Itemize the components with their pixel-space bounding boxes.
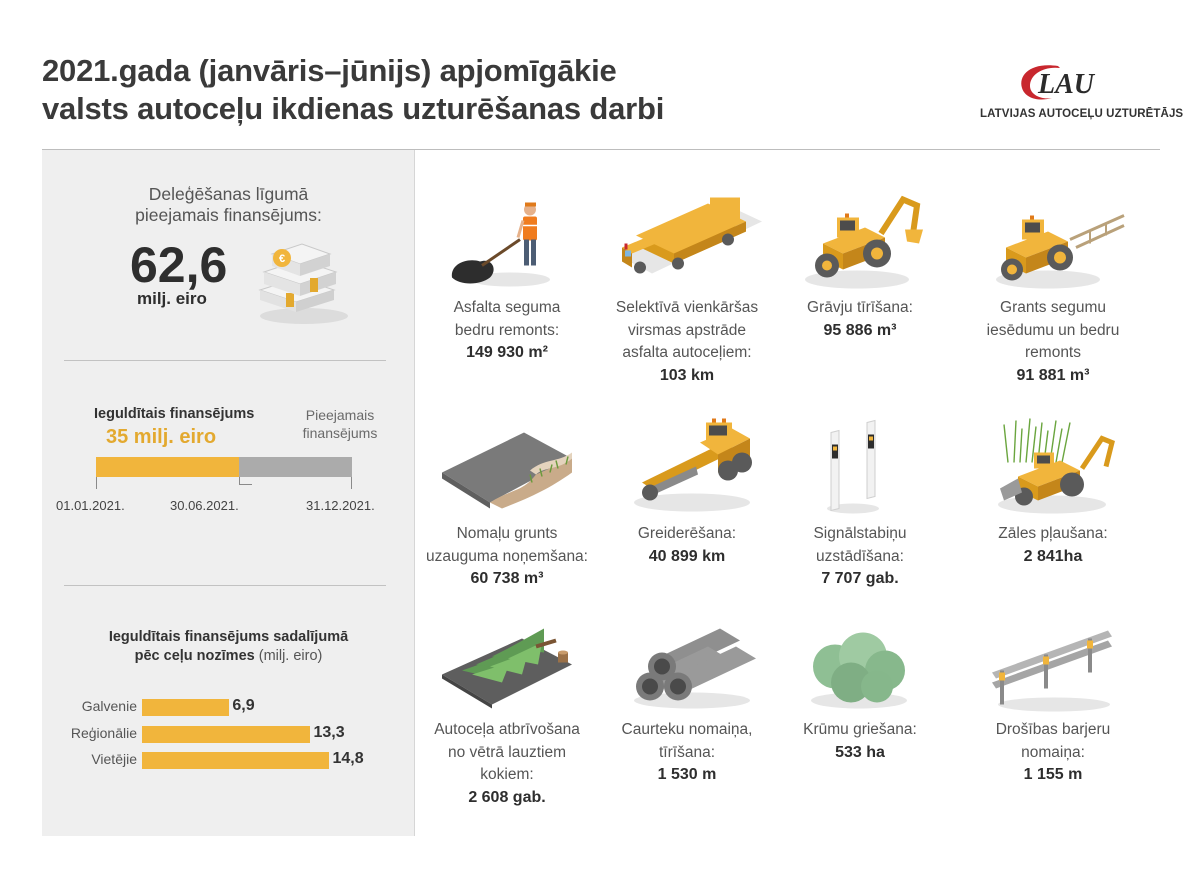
funding-timeline-bar [96,457,352,477]
work-item-value: 1 530 m [657,766,717,783]
work-item-value: 149 930 m² [466,344,548,361]
bush-icon [785,610,935,720]
lau-logo [980,60,1184,130]
work-item [765,297,955,342]
signal-post-icon [785,410,935,520]
panel-divider-2 [64,585,386,586]
work-item [412,523,602,591]
work-item-label: tīrīšana: [659,743,715,761]
title-line-2: valsts autoceļu ikdienas uzturēšanas darbi [42,91,665,126]
bar-reģionālie [142,726,310,743]
work-item-label: Grāvju tīrīšana: [807,299,913,316]
work-item [765,719,955,764]
fallen-tree-icon [432,610,582,720]
work-item-label: Autoceļa atbrīvošana [434,721,580,738]
split-title-unit: (milj. eiro) [258,648,323,664]
work-item-value: 95 886 m³ [823,321,897,339]
funding-unit: milj. eiro [137,289,207,308]
work-item [412,297,602,365]
work-item-label: Signālstabiņu [813,525,907,542]
work-item-label: Krūmu griešana: [803,721,917,738]
work-item [412,719,602,809]
work-item-value: 40 899 km [648,547,726,565]
work-item [958,719,1148,787]
work-item-label: Greiderēšana: [637,525,737,542]
invested-label: Ieguldītais finansējums [94,406,255,422]
grader-icon [612,410,762,520]
work-item-value: 533 ha [835,743,885,761]
work-item-value: 7 707 gab. [821,570,899,587]
panel-divider-1 [64,360,386,361]
date-end: 31.12.2021. [306,498,375,513]
work-item [592,297,782,387]
work-item [958,297,1148,387]
date-mid: 30.06.2021. [170,498,239,513]
work-item-label: uzauguma noņemšana: [425,547,588,565]
invested-fill [96,457,239,477]
work-item [958,523,1148,568]
work-item-label: uzstādīšana: [816,547,904,565]
split-chart-title [42,628,415,666]
work-item-label: Selektīvā vienkāršas [615,299,759,316]
work-item-label: Caurteku nomaiņa, [621,721,753,738]
excavator-tractor-icon [785,185,935,295]
road-shoulder-icon [432,410,582,520]
work-item-label: iesēdumu un bedru [986,321,1120,339]
tractor-harrow-icon [978,185,1128,295]
invested-value: 35 milj. eiro [106,426,217,448]
work-item-label: Asfalta seguma [453,299,561,316]
bar-vietējie [142,752,329,769]
bar-value-label: 13,3 [313,724,345,741]
work-item-label: asfalta autoceļiem: [622,344,752,361]
lau-logo-mark [980,60,1165,108]
work-item [765,523,955,591]
logo-mark-text: LAU [1038,69,1094,100]
tick-mid-connector [239,484,252,485]
page-title [42,52,664,128]
work-item-label: remonts [1025,344,1081,361]
tick-start [96,477,97,489]
work-item [592,719,782,787]
work-item-label: Drošības barjeru [995,721,1111,738]
funding-panel [42,150,415,836]
money-stack-icon [242,238,352,328]
asphalt-worker-icon [432,185,582,295]
work-item-label: kokiem: [480,766,534,783]
logo-name: LATVIJAS AUTOCEĻU UZTURĒTĀJS [980,108,1184,120]
work-item-label: nomaiņa: [1021,743,1085,761]
tick-end [351,477,352,489]
bar-category-label: Galvenie [81,698,137,714]
date-start: 01.01.2021. [56,498,125,513]
work-item-label: Zāles pļaušana: [998,525,1108,542]
bar-value-label: 14,8 [332,750,364,767]
work-item-value: 91 881 m³ [1016,366,1090,384]
work-item [592,523,782,568]
work-item-label: bedru remonts: [454,321,560,339]
work-item-label: no vētrā lauztiem [447,743,567,761]
title-line-1: 2021.gada (janvāris–jūnijs) apjomīgākie [42,53,617,88]
bar-category-label: Reģionālie [70,725,137,741]
work-item-value: 2 841ha [1023,547,1083,565]
guard-rail-icon [978,610,1128,720]
funding-label [42,184,415,226]
work-item-value: 2 608 gab. [468,788,546,806]
grass-mower-icon [978,410,1128,520]
funding-label-line-2: pieejamais finansējums: [135,205,322,225]
split-title-line-2: pēc ceļu nozīmes [134,648,255,664]
culvert-pipes-icon [612,610,762,720]
work-item-label: virsmas apstrāde [627,321,746,339]
bar-value-label: 6,9 [232,697,255,714]
available-label-line-2: finansējums [302,425,378,441]
work-item-value: 60 738 m³ [470,570,544,587]
available-label-line-1: Pieejamais [305,407,375,423]
funding-amount: 62,6 [130,237,228,293]
bar-galvenie [142,699,229,716]
funding-label-line-1: Deleģēšanas līgumā [148,184,309,204]
bitumen-truck-icon [612,185,762,295]
bar-category-label: Vietējie [91,751,137,767]
work-item-value: 103 km [659,366,715,384]
work-item-value: 1 155 m [1023,766,1083,783]
available-label [280,406,400,442]
work-item-label: Nomaļu grunts [456,525,558,542]
split-title-line-1: Ieguldītais finansējums sadalījumā [108,629,349,645]
work-item-label: Grants segumu [1000,299,1106,316]
svg-text:€: € [278,253,286,265]
